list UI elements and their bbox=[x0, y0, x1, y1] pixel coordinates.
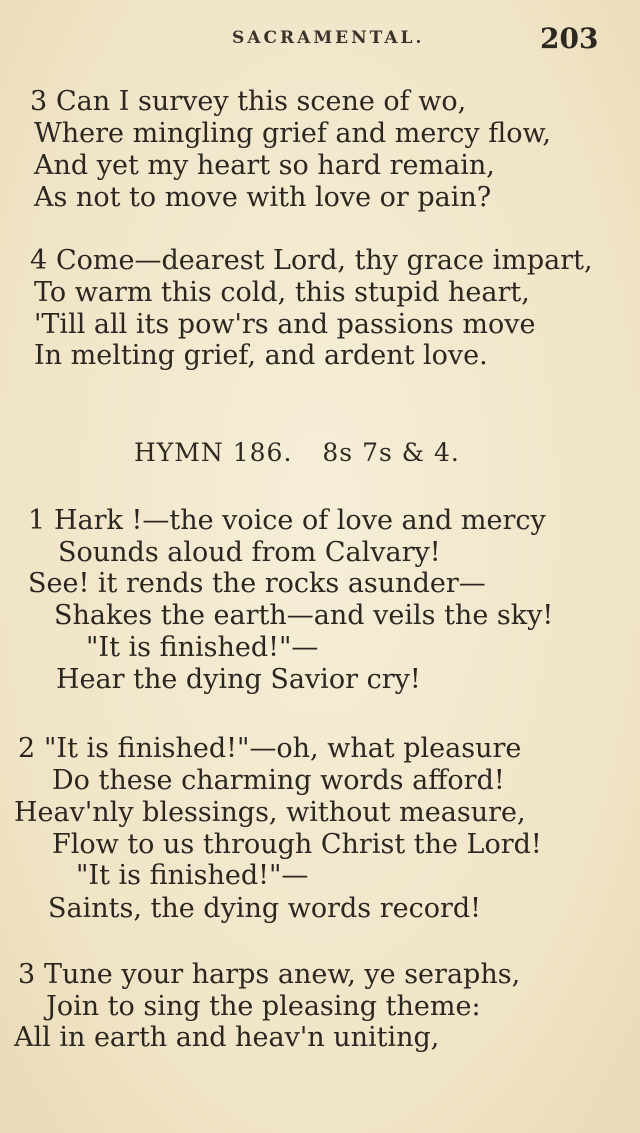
verse-line: "It is finished!"— bbox=[76, 860, 309, 891]
verse-line: 1 Hark !—the voice of love and mercy bbox=[28, 505, 546, 536]
page-number: 203 bbox=[540, 22, 599, 55]
verse-line: 4 Come—dearest Lord, thy grace impart, bbox=[30, 245, 593, 276]
page-header bbox=[0, 22, 640, 56]
hymn-meter: 8s 7s & 4. bbox=[322, 438, 460, 467]
running-head: SACRAMENTAL. bbox=[232, 28, 425, 48]
verse-number: 3 bbox=[18, 959, 36, 990]
verse-number: 1 bbox=[28, 505, 46, 536]
verse-line: Hear the dying Savior cry! bbox=[56, 664, 421, 695]
verse-line: Where mingling grief and mercy flow, bbox=[34, 118, 551, 149]
verse-line: 2 "It is finished!"—oh, what pleasure bbox=[18, 733, 522, 764]
verse-line: Shakes the earth—and veils the sky! bbox=[54, 600, 554, 631]
verse-line: Flow to us through Christ the Lord! bbox=[52, 829, 542, 860]
verse-line: To warm this cold, this stupid heart, bbox=[34, 277, 530, 308]
verse-line: Join to sing the pleasing theme: bbox=[46, 991, 481, 1022]
verse-line: 'Till all its pow'rs and passions move bbox=[34, 309, 536, 340]
verse-line: In melting grief, and ardent love. bbox=[34, 340, 488, 371]
hymn-number: HYMN 186. bbox=[134, 438, 293, 467]
hymn-title bbox=[134, 438, 460, 467]
verse-line: Saints, the dying words record! bbox=[48, 893, 482, 924]
verse-line: And yet my heart so hard remain, bbox=[34, 150, 495, 181]
verse-line: "It is finished!"— bbox=[86, 632, 319, 663]
verse-line: Heav'nly blessings, without measure, bbox=[14, 797, 526, 828]
verse-line: All in earth and heav'n uniting, bbox=[14, 1022, 440, 1053]
verse-line: 3 Can I survey this scene of wo, bbox=[30, 86, 467, 117]
verse-number: 3 bbox=[30, 86, 48, 117]
verse-line: 3 Tune your harps anew, ye seraphs, bbox=[18, 959, 521, 990]
verse-line: Sounds aloud from Calvary! bbox=[58, 537, 441, 568]
verse-number: 2 bbox=[18, 733, 36, 764]
verse-line: Do these charming words afford! bbox=[52, 765, 505, 796]
verse-number: 4 bbox=[30, 245, 48, 276]
verse-line: See! it rends the rocks asunder— bbox=[28, 568, 486, 599]
verse-line: As not to move with love or pain? bbox=[34, 182, 492, 213]
